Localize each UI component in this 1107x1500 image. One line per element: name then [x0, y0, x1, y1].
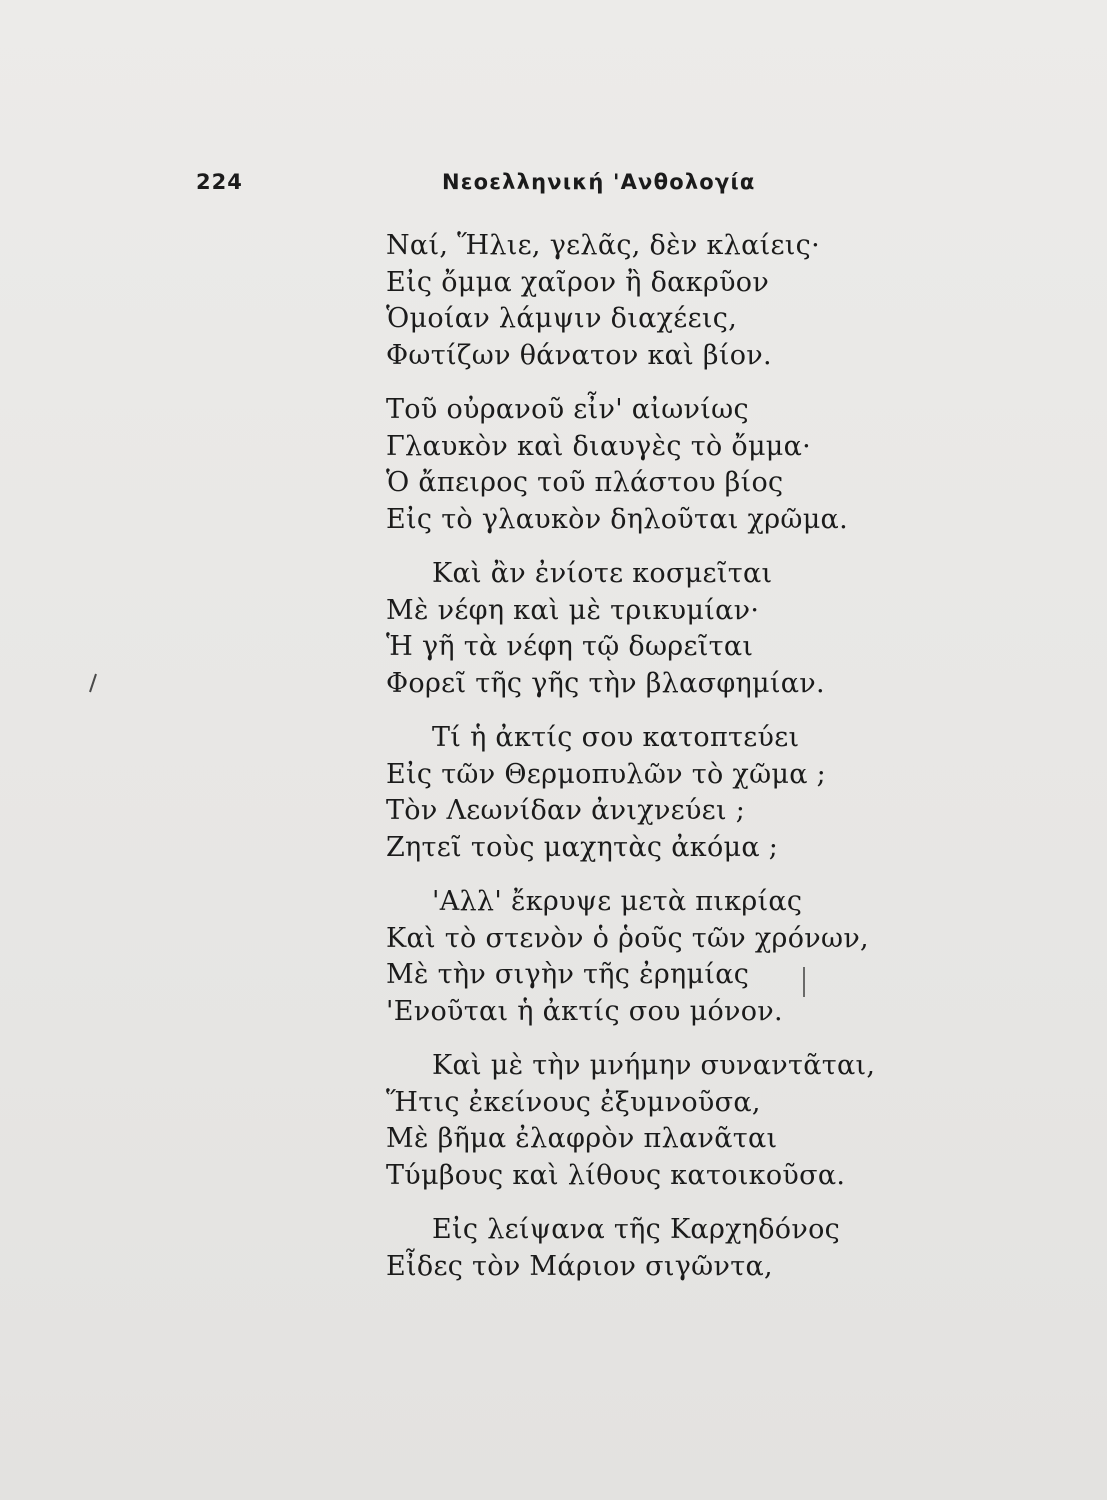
poem-line: Καὶ μὲ τὴν μνήμην συναντᾶται,: [432, 1050, 876, 1081]
poem-line: Ζητεῖ τοὺς μαχητὰς ἀκόμα ;: [386, 831, 779, 863]
poem-line: Εἰς τὸ γλαυκὸν δηλοῦται χρῶμα.: [386, 503, 848, 535]
stanza-3: [386, 556, 1086, 702]
stanza-5: [386, 884, 1086, 1030]
stanza-7: [386, 1212, 1086, 1285]
poem-line: Καὶ ἂν ἐνίοτε κοσμεῖται: [432, 558, 773, 589]
poem: [386, 228, 1086, 1303]
poem-line: Φορεῖ τῆς γῆς τὴν βλασφημίαν.: [386, 667, 825, 699]
poem-line: Εἰς λείψανα τῆς Καρχηδόνος: [432, 1214, 841, 1245]
margin-stroke-mark: [86, 672, 100, 696]
poem-line: Εἶδες τὸν Μάριον σιγῶντα,: [386, 1250, 773, 1282]
poem-line: Τύμβους καὶ λίθους κατοικοῦσα.: [386, 1159, 846, 1191]
poem-line: Ναί, Ἥλιε, γελᾶς, δὲν κλαίεις·: [386, 230, 820, 261]
poem-line: Τοῦ οὐρανοῦ εἶν' αἰωνίως: [386, 394, 749, 425]
poem-line: Ὁ ἄπειρος τοῦ πλάστου βίος: [386, 467, 784, 498]
running-title: Νεοελληνική 'Ανθολογία: [442, 170, 756, 194]
poem-line: Μὲ τὴν σιγὴν τῆς ἐρημίας: [386, 959, 750, 990]
poem-line: Εἰς τῶν Θερμοπυλῶν τὸ χῶμα ;: [386, 758, 827, 790]
poem-line: Τί ἡ ἀκτίς σου κατοπτεύει: [432, 722, 800, 753]
margin-bar-mark: [800, 965, 808, 999]
poem-line: Ἥτις ἐκείνους ἐξυμνοῦσα,: [386, 1086, 761, 1118]
stanza-2: [386, 392, 1086, 538]
poem-line: Εἰς ὄμμα χαῖρον ἢ δακρῦον: [386, 266, 770, 298]
poem-line: Μὲ νέφη καὶ μὲ τρικυμίαν·: [386, 594, 760, 626]
poem-line: Καὶ τὸ στενὸν ὁ ῥοῦς τῶν χρόνων,: [386, 922, 869, 954]
stanza-6: [386, 1048, 1086, 1194]
stanza-1: [386, 228, 1086, 374]
page-number: 224: [196, 170, 243, 194]
poem-line: Γλαυκὸν καὶ διαυγὲς τὸ ὄμμα·: [386, 430, 812, 462]
poem-line: 'Αλλ' ἔκρυψε μετὰ πικρίας: [432, 886, 803, 917]
stanza-4: [386, 720, 1086, 866]
poem-line: 'Ενοῦται ἡ ἀκτίς σου μόνον.: [386, 995, 783, 1027]
poem-line: Τὸν Λεωνίδαν ἀνιχνεύει ;: [386, 795, 746, 826]
poem-line: Ὁμοίαν λάμψιν διαχέεις,: [386, 303, 738, 334]
poem-line: Φωτίζων θάνατον καὶ βίον.: [386, 339, 772, 371]
poem-line: Μὲ βῆμα ἐλαφρὸν πλανᾶται: [386, 1123, 778, 1154]
poem-line: Ἡ γῆ τὰ νέφη τῷ δωρεῖται: [386, 631, 754, 662]
